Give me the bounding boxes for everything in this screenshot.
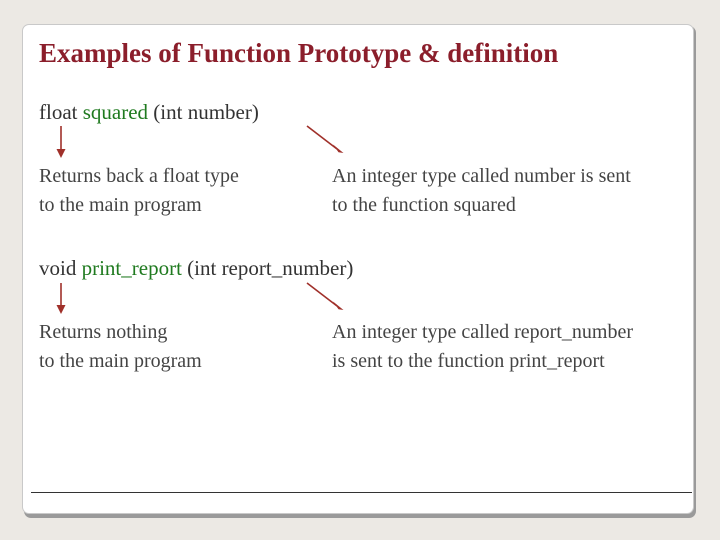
diagonal-arrow-icon [307, 126, 344, 153]
slide [22, 24, 694, 514]
down-arrow-icon [57, 283, 66, 314]
slide-title: Examples of Function Prototype & definition [39, 38, 559, 68]
return-description-line-1: Returns back a float type [39, 165, 239, 187]
parameter-description-line-1: An integer type called report_number [332, 321, 633, 343]
prototype-print-report [39, 256, 353, 281]
parameter-list-print-report: (int report_number) [181, 256, 354, 280]
down-arrow-icon [57, 126, 66, 158]
return-type-void: void [39, 256, 82, 280]
return-description-print-report [39, 318, 202, 376]
diagonal-arrow-icon [307, 283, 344, 310]
return-description-line-1: Returns nothing [39, 321, 168, 343]
parameter-description-line-1: An integer type called number is sent [332, 165, 631, 187]
function-name-print-report: print_report [81, 256, 182, 280]
parameter-description-squared [332, 162, 631, 220]
parameter-description-print-report [332, 318, 633, 376]
prototype-squared [39, 100, 259, 125]
footer-divider [31, 492, 692, 493]
return-description-line-2: to the main program [39, 194, 202, 216]
parameter-description-line-2: to the function squared [332, 194, 516, 216]
return-type-float: float [39, 100, 83, 124]
parameter-description-line-2: is sent to the function print_report [332, 350, 605, 372]
return-description-line-2: to the main program [39, 350, 202, 372]
return-description-squared [39, 162, 239, 220]
function-name-squared: squared [82, 100, 149, 124]
parameter-list-squared: (int number) [148, 100, 259, 124]
